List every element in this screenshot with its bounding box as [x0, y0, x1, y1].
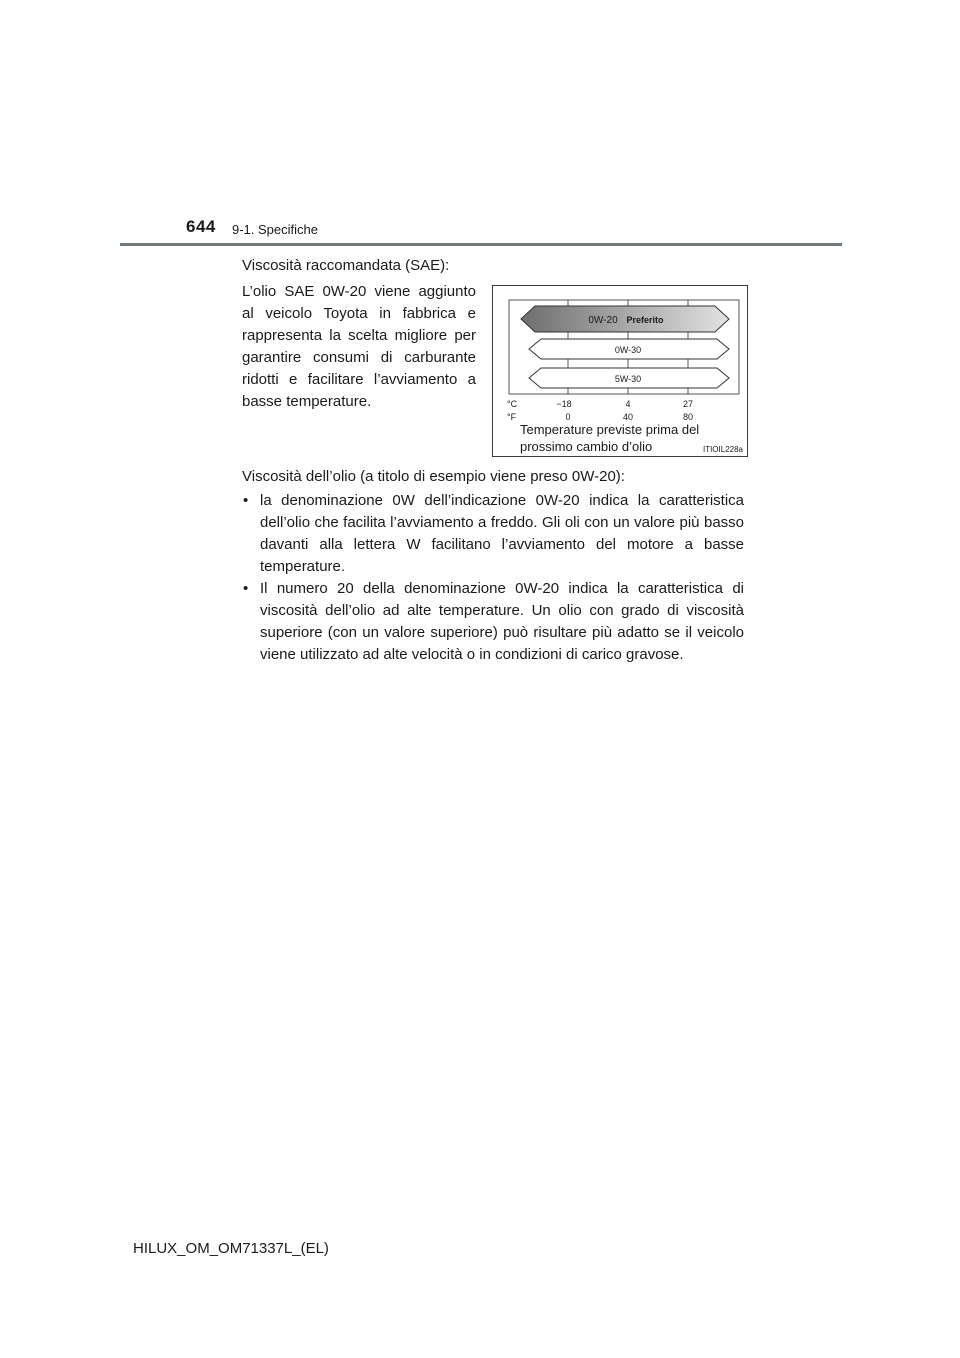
band-0w20-arrow	[521, 306, 729, 332]
celsius-unit: °C	[507, 399, 518, 409]
celsius-tick-neg18: −18	[556, 399, 572, 409]
recommended-viscosity-paragraph: L’olio SAE 0W-20 viene aggiunto al veicolo Toyota in fabbrica e rappresenta la scelta migliore per garantire consumi di carburante ridotti e facilitare l’avviamento a basse temperature.	[242, 283, 476, 410]
band-5w30-label: 5W-30	[614, 374, 642, 384]
list-item: • la denominazione 0W dell’indicazione 0W-20 indica la caratteristica dell’olio che facilita l’avviamento a freddo. Gli oli con un valore più basso davanti alla lettera W facilitano l’avviamento del motore a basse temperature.	[242, 490, 744, 578]
header-rule	[120, 243, 842, 246]
oil-viscosity-figure	[492, 285, 748, 457]
band-0w20-preferred-tag: Preferito	[626, 315, 664, 325]
figure-caption-line-2: prossimo cambio d’olio	[520, 439, 653, 454]
band-0w20-label: 0W-20	[588, 315, 618, 326]
fahrenheit-unit: °F	[507, 412, 517, 422]
celsius-tick-27: 27	[682, 399, 694, 409]
oil-viscosity-bullets	[242, 490, 744, 666]
fahrenheit-tick-40: 40	[622, 412, 634, 422]
band-0w30-label: 0W-30	[614, 345, 642, 355]
oil-viscosity-heading: Viscosità dell’olio (a titolo di esempio viene preso 0W-20):	[242, 468, 625, 485]
fahrenheit-tick-80: 80	[682, 412, 694, 422]
fahrenheit-tick-0: 0	[565, 412, 571, 422]
figure-code: ITIOIL228a	[702, 445, 743, 454]
celsius-tick-4: 4	[625, 399, 631, 409]
figure-caption	[520, 421, 699, 455]
document-code-footer: HILUX_OM_OM71337L_(EL)	[133, 1240, 329, 1257]
list-item: • Il numero 20 della denominazione 0W-20 indica la caratteristica di viscosità dell’olio ad alte temperature. Un olio con grado di viscosità superiore (con un valore superiore) può risultare più adatto se il veicolo viene utilizzato ad alte velocità o in condizioni di carico gravose.	[242, 578, 744, 666]
page-number: 644	[186, 217, 216, 236]
recommended-viscosity-heading: Viscosità raccomandata (SAE):	[242, 257, 450, 274]
section-title: 9-1. Specifiche	[232, 222, 318, 237]
figure-caption-line-1: Temperature previste prima del	[520, 422, 700, 437]
